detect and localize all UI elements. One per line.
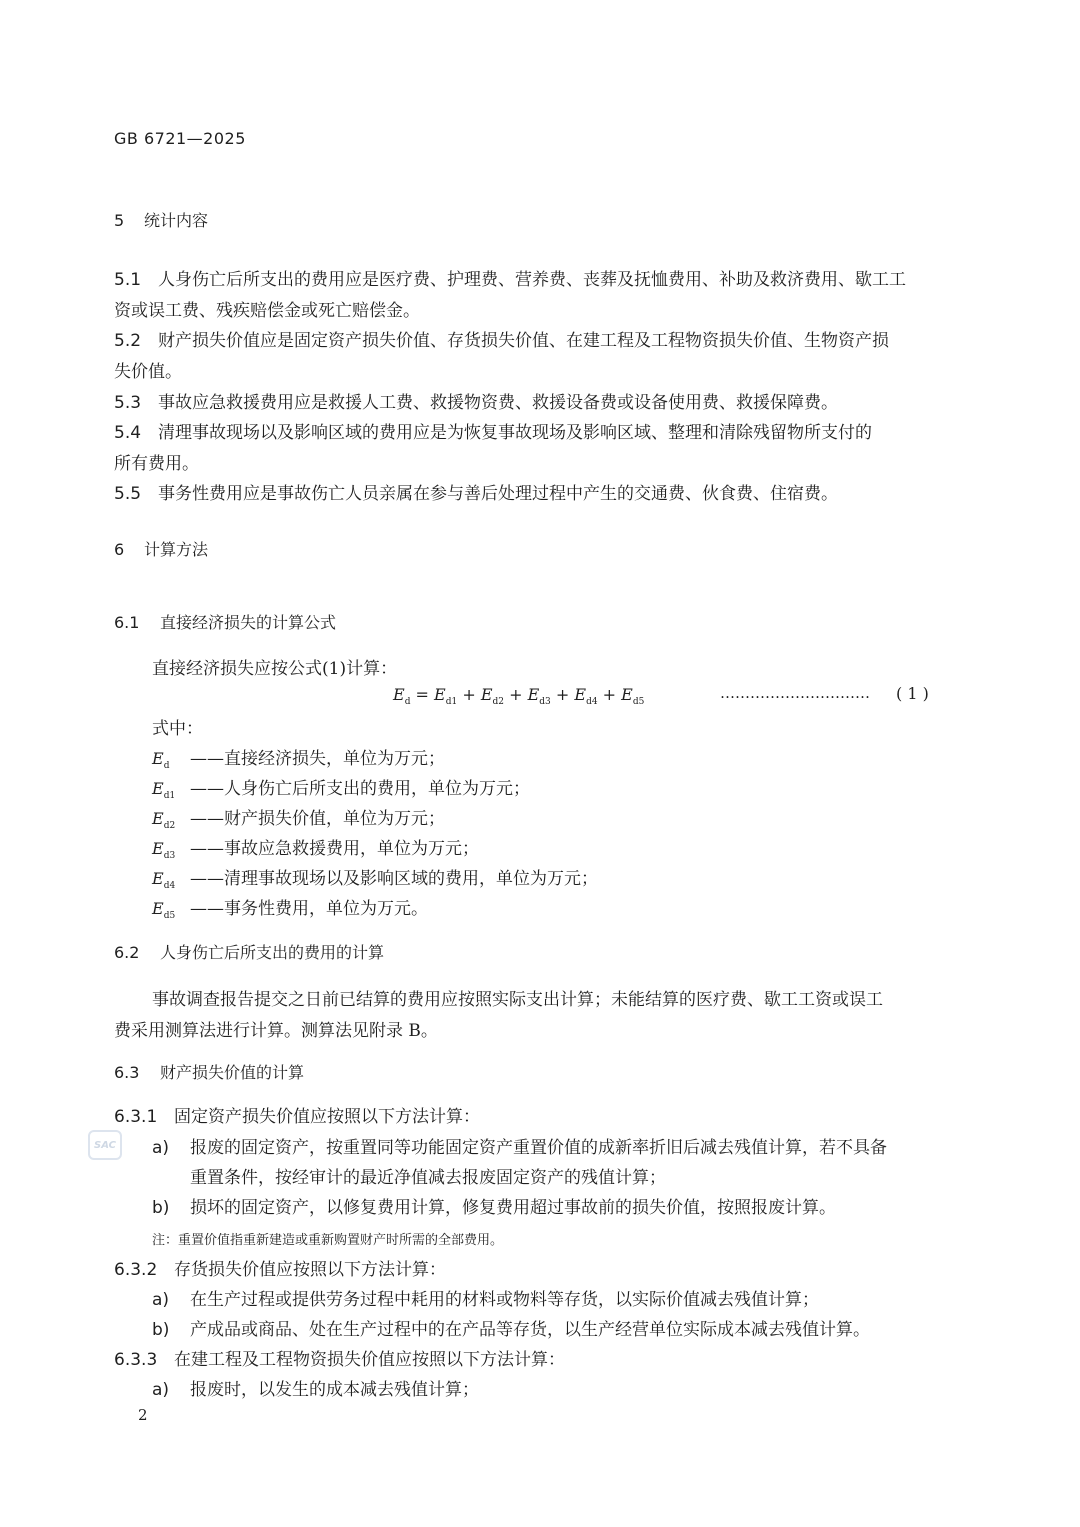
- clause-6-3-3: [114, 1345, 565, 1370]
- formula-sub: d: [404, 697, 411, 708]
- def-symbol: $E_{d5}$: [152, 899, 176, 922]
- def-symbol: $E_{d3}$: [152, 839, 176, 862]
- clause-6-3-1: [114, 1102, 480, 1127]
- clause-number: 5.3: [114, 393, 142, 413]
- section-6-3-heading: [114, 1060, 304, 1083]
- clause-text: 事故应急救援费用应是救援人工费、救援物资费、救援设备费或设备使用费、救援保障费。: [158, 393, 838, 413]
- section-title: 计算方法: [144, 540, 209, 559]
- clause-number: 5.5: [114, 484, 142, 504]
- clause-5-1-line2: 资或误工费、残疾赔偿金或死亡赔偿金。: [114, 301, 420, 321]
- def-symbol: $E_{d2}$: [152, 809, 176, 832]
- clause-number: 5.1: [114, 270, 142, 290]
- item-marker: a): [152, 1380, 170, 1400]
- def-text: ——人身伤亡后所支出的费用，单位为万元；: [190, 779, 530, 799]
- item-text: 产成品或商品、处在生产过程中的在产品等存货，以生产经营单位实际成本减去残值计算。: [190, 1320, 870, 1340]
- def-text: ——财产损失价值，单位为万元；: [190, 809, 445, 829]
- where-label: 式中：: [152, 719, 203, 739]
- section-number: 6.1: [114, 613, 140, 632]
- clause-text: 清理事故现场以及影响区域的费用应是为恢复事故现场及影响区域、整理和清除残留物所支付的: [158, 423, 872, 443]
- formula-leader: …………………………: [720, 684, 870, 702]
- def-ed1: [152, 774, 530, 801]
- section-title: 财产损失价值的计算: [160, 1063, 305, 1082]
- clause-number: 5.2: [114, 331, 142, 351]
- def-symbol: $E_{d4}$: [152, 869, 176, 892]
- clause-text: 人身伤亡后所支出的费用应是医疗费、护理费、营养费、丧葬及抚恤费用、补助及救济费用、歇工工: [158, 270, 906, 290]
- clause-5-5: [114, 479, 838, 504]
- watermark-logo: SAC: [88, 1130, 122, 1160]
- section-6-1-heading: [114, 610, 336, 633]
- clause-number: 6.3.3: [114, 1350, 158, 1370]
- formula-sub: d4: [586, 697, 598, 708]
- item-text: 报废的固定资产，按重置同等功能固定资产重置价值的成新率折旧后减去残值计算，若不具备: [190, 1138, 887, 1158]
- formula-op: +: [555, 685, 570, 704]
- item-text: 报废时，以发生的成本减去残值计算；: [190, 1380, 479, 1400]
- section-number: 5: [114, 211, 125, 230]
- item-6-3-2-a: [152, 1285, 819, 1310]
- clause-5-4-line2: 所有费用。: [114, 454, 199, 474]
- section-6-2-heading: [114, 940, 384, 963]
- def-text: ——事务性费用，单位为万元。: [190, 899, 428, 919]
- clause-number: 5.4: [114, 423, 142, 443]
- clause-number: 6.3.2: [114, 1260, 158, 1280]
- formula-sub: d5: [632, 697, 645, 708]
- section-5-heading: [114, 208, 208, 231]
- item-6-3-1-a-line1: [152, 1133, 887, 1158]
- def-text: ——清理事故现场以及影响区域的费用，单位为万元；: [190, 869, 598, 889]
- formula-op: +: [509, 685, 523, 704]
- formula-var: E: [621, 685, 633, 704]
- item-text: 损坏的固定资产，以修复费用计算，修复费用超过事故前的损失价值，按照报废计算。: [190, 1198, 836, 1218]
- formula-var: E: [527, 685, 540, 704]
- standard-code: GB 6721—2025: [114, 129, 246, 148]
- formula-sub: d2: [492, 697, 505, 708]
- formula-var: E: [480, 685, 493, 704]
- clause-5-2-line2: 失价值。: [114, 362, 182, 382]
- formula-sub: d1: [445, 697, 458, 708]
- formula-op: +: [602, 685, 617, 704]
- clause-5-2-line1: [114, 326, 889, 351]
- clause-text: 事务性费用应是事故伤亡人员亲属在参与善后处理过程中产生的交通费、伙食费、住宿费。: [158, 484, 838, 504]
- section-title: 人身伤亡后所支出的费用的计算: [160, 943, 385, 962]
- def-ed: [152, 744, 445, 771]
- formula-var: E: [574, 685, 587, 704]
- item-marker: b): [152, 1320, 170, 1340]
- def-ed2: [152, 804, 445, 831]
- formula-intro: 直接经济损失应按公式(1)计算：: [152, 659, 398, 679]
- clause-6-3-2: [114, 1255, 446, 1280]
- item-6-3-1-b: [152, 1193, 836, 1218]
- clause-5-3: [114, 388, 838, 413]
- clause-text: 在建工程及工程物资损失价值应按照以下方法计算：: [174, 1350, 565, 1370]
- formula-op: +: [462, 685, 476, 704]
- clause-text: 存货损失价值应按照以下方法计算：: [174, 1260, 446, 1280]
- clause-text: 固定资产损失价值应按照以下方法计算：: [174, 1107, 480, 1127]
- def-text: ——直接经济损失，单位为万元；: [190, 749, 445, 769]
- item-marker: b): [152, 1198, 170, 1218]
- def-ed5: [152, 894, 428, 921]
- note: 注：重置价值指重新建造或重新购置财产时所需的全部费用。: [152, 1233, 504, 1248]
- item-6-3-1-a-line2: 重置条件，按经审计的最近净值减去报废固定资产的残值计算；: [190, 1168, 666, 1188]
- formula-var: E: [434, 685, 446, 704]
- item-6-3-3-a: [152, 1375, 479, 1400]
- section-number: 6.3: [114, 1063, 140, 1082]
- formula-sub: d3: [539, 697, 551, 708]
- clause-5-1-line1: [114, 265, 906, 290]
- formula-number: ( 1 ): [896, 684, 929, 703]
- def-ed3: [152, 834, 479, 861]
- section-title: 直接经济损失的计算公式: [160, 613, 337, 632]
- def-text: ——事故应急救援费用，单位为万元；: [190, 839, 479, 859]
- def-ed4: [152, 864, 598, 891]
- def-symbol: $E_{d1}$: [152, 779, 176, 802]
- clause-5-4-line1: [114, 418, 872, 443]
- clause-6-2-line2: 费采用测算法进行计算。测算法见附录 B。: [114, 1021, 438, 1041]
- section-number: 6.2: [114, 943, 140, 962]
- item-text: 在生产过程或提供劳务过程中耗用的材料或物料等存货，以实际价值减去残值计算；: [190, 1290, 819, 1310]
- clause-text: 财产损失价值应是固定资产损失价值、存货损失价值、在建工程及工程物资损失价值、生物资产损: [158, 331, 889, 351]
- formula-1: [393, 685, 644, 707]
- clause-number: 6.3.1: [114, 1107, 158, 1127]
- page-number: 2: [138, 1406, 148, 1424]
- formula-op: =: [415, 685, 429, 704]
- clause-6-2-line1: 事故调查报告提交之日前已结算的费用应按照实际支出计算；未能结算的医疗费、歇工工资或误工: [152, 990, 883, 1010]
- section-title: 统计内容: [144, 211, 209, 230]
- item-marker: a): [152, 1138, 170, 1158]
- formula-var: E: [393, 685, 405, 704]
- section-6-heading: [114, 537, 208, 560]
- section-number: 6: [114, 540, 125, 559]
- item-6-3-2-b: [152, 1315, 870, 1340]
- item-marker: a): [152, 1290, 170, 1310]
- def-symbol: $E_d$: [152, 749, 170, 772]
